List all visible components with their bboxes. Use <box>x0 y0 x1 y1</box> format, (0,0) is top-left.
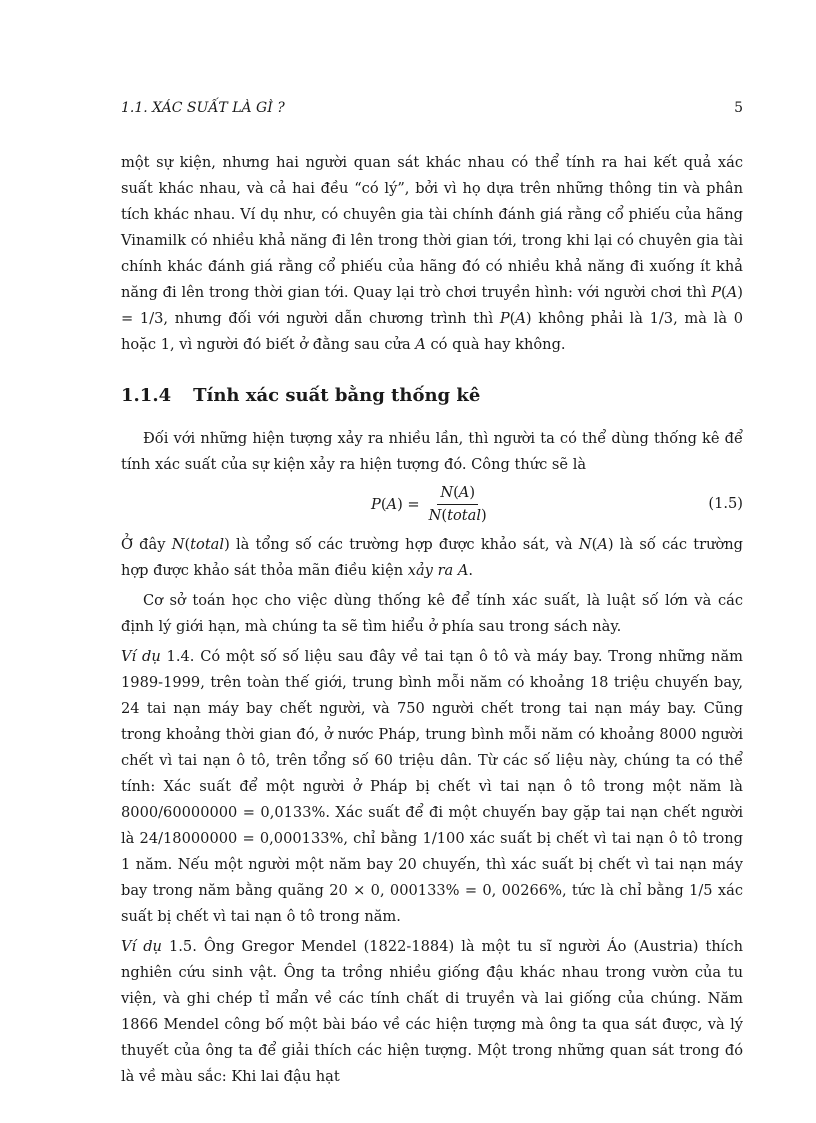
paragraph-statistics-intro: Đối với những hiện tượng xảy ra nhiều lần, thì người ta có thể dùng thống kê để tính xác suất của sự kiện xảy ra hiện tượng đó. Công thức sẽ là <box>121 430 743 473</box>
equation-fraction <box>426 483 490 526</box>
paragraph-law-of-large-numbers: Cơ sở toán học cho việc dùng thống kê để tính xác suất, là luật số lớn và các định lý giới hạn, mà chúng ta sẽ tìm hiểu ở phía sau trong sách này. <box>121 592 743 635</box>
paragraph-definition: Ở đây N(total) là tổng số các trường hợp được khảo sát, và N(A) là số các trường hợp được khảo sát thỏa mãn điều kiện xảy ra A. <box>121 536 744 579</box>
equation-1-5 <box>121 480 743 528</box>
equation-number: (1.5) <box>708 495 743 512</box>
section-title <box>121 382 743 410</box>
section-title-text: Tính xác suất bằng thống kê <box>193 385 481 406</box>
fraction-numerator: N(A) <box>437 483 478 505</box>
fraction-denominator: N(total) <box>428 506 487 524</box>
paragraph-intro: một sự kiện, nhưng hai người quan sát khác nhau có thể tính ra hai kết quả xác suất khác nhau, và cả hai đều “có lý”, bởi vì họ dựa trên những thông tin và phân tích khác nhau. Ví dụ như, có chuyên gia tài chính đánh giá rằng cổ phiếu của hãng Vinamilk có nhiều khả năng đi lên trong thời gian tới, trong khi lại có chuyên gia tài chính khác đánh giá rằng cổ phiếu của hãng đó có nhiều khả năng đi xuống ít khả năng đi lên trong thời gian tới. Quay lại trò chơi truyền hình: với người chơi thì P(A) = 1/3, nhưng đối với người dẫn chương trình thì P(A) không phải là 1/3, mà là 0 hoặc 1, vì người đó biết ở đằng sau cửa A có quà hay không. <box>121 154 743 353</box>
example-label: Ví dụ <box>121 648 161 665</box>
section-number: 1.1.4 <box>121 385 172 406</box>
example-label: Ví dụ <box>121 938 162 955</box>
equation-body: P ( A ) = $\frac{N(A)}{\text{N(total)}}$ <box>371 480 490 528</box>
page-number: 5 <box>734 100 743 116</box>
document-page <box>121 96 743 1090</box>
example-1-4: Ví dụ 1.4. Có một số số liệu sau đây về tai tạn ô tô và máy bay. Trong những năm 1989-1999, trên toàn thế giới, trung bình mỗi năm có khoảng 18 triệu chuyến bay, 24 tai nạn máy bay chết người, và 750 người chết trong tai nạn máy bay. Cũng trong khoảng thời gian đó, ở nước Pháp, trung bình mỗi năm có khoảng 8000 người chết vì tai nạn ô tô, trên tổng số 60 triệu dân. Từ các số liệu này, chúng ta có thể tính: Xác suất để một người ở Pháp bị chết vì tai nạn ô tô trong một năm là 8000/60000000 = 0,0133%. Xác suất để đi một chuyến bay gặp tai nạn chết người là 24/18000000 = 0,000133%, chỉ bằng 1/100 xác suất bị chết vì tai nạn ô tô trong 1 năm. Nếu một người một năm bay 20 chuyến, thì xác suất bị chết vì tai nạn máy bay trong năm bằng quãng 20 × 0, 000133% = 0, 00266%, tức là chỉ bằng 1/5 xác suất bị chết vì tai nạn ô tô trong năm. <box>121 648 743 925</box>
section-heading-running: 1.1. XÁC SUẤT LÀ GÌ ? <box>121 100 285 116</box>
example-1-5: Ví dụ 1.5. Ông Gregor Mendel (1822-1884) là một tu sĩ người Áo (Austria) thích nghiên cứu sinh vật. Ông ta trồng nhiều giống đậu khác nhau trong vườn của tu viện, và ghi chép tỉ mẩn về các tính chất di truyền và lai giống của chúng. Năm 1866 Mendel công bố một bài báo về các hiện tượng mà ông ta qua sát được, và lý thuyết của ông ta để giải thích các hiện tượng. Một trong những quan sát trong đó là về màu sắc: Khi lai đậu hạt <box>121 938 743 1085</box>
running-header <box>121 96 743 120</box>
